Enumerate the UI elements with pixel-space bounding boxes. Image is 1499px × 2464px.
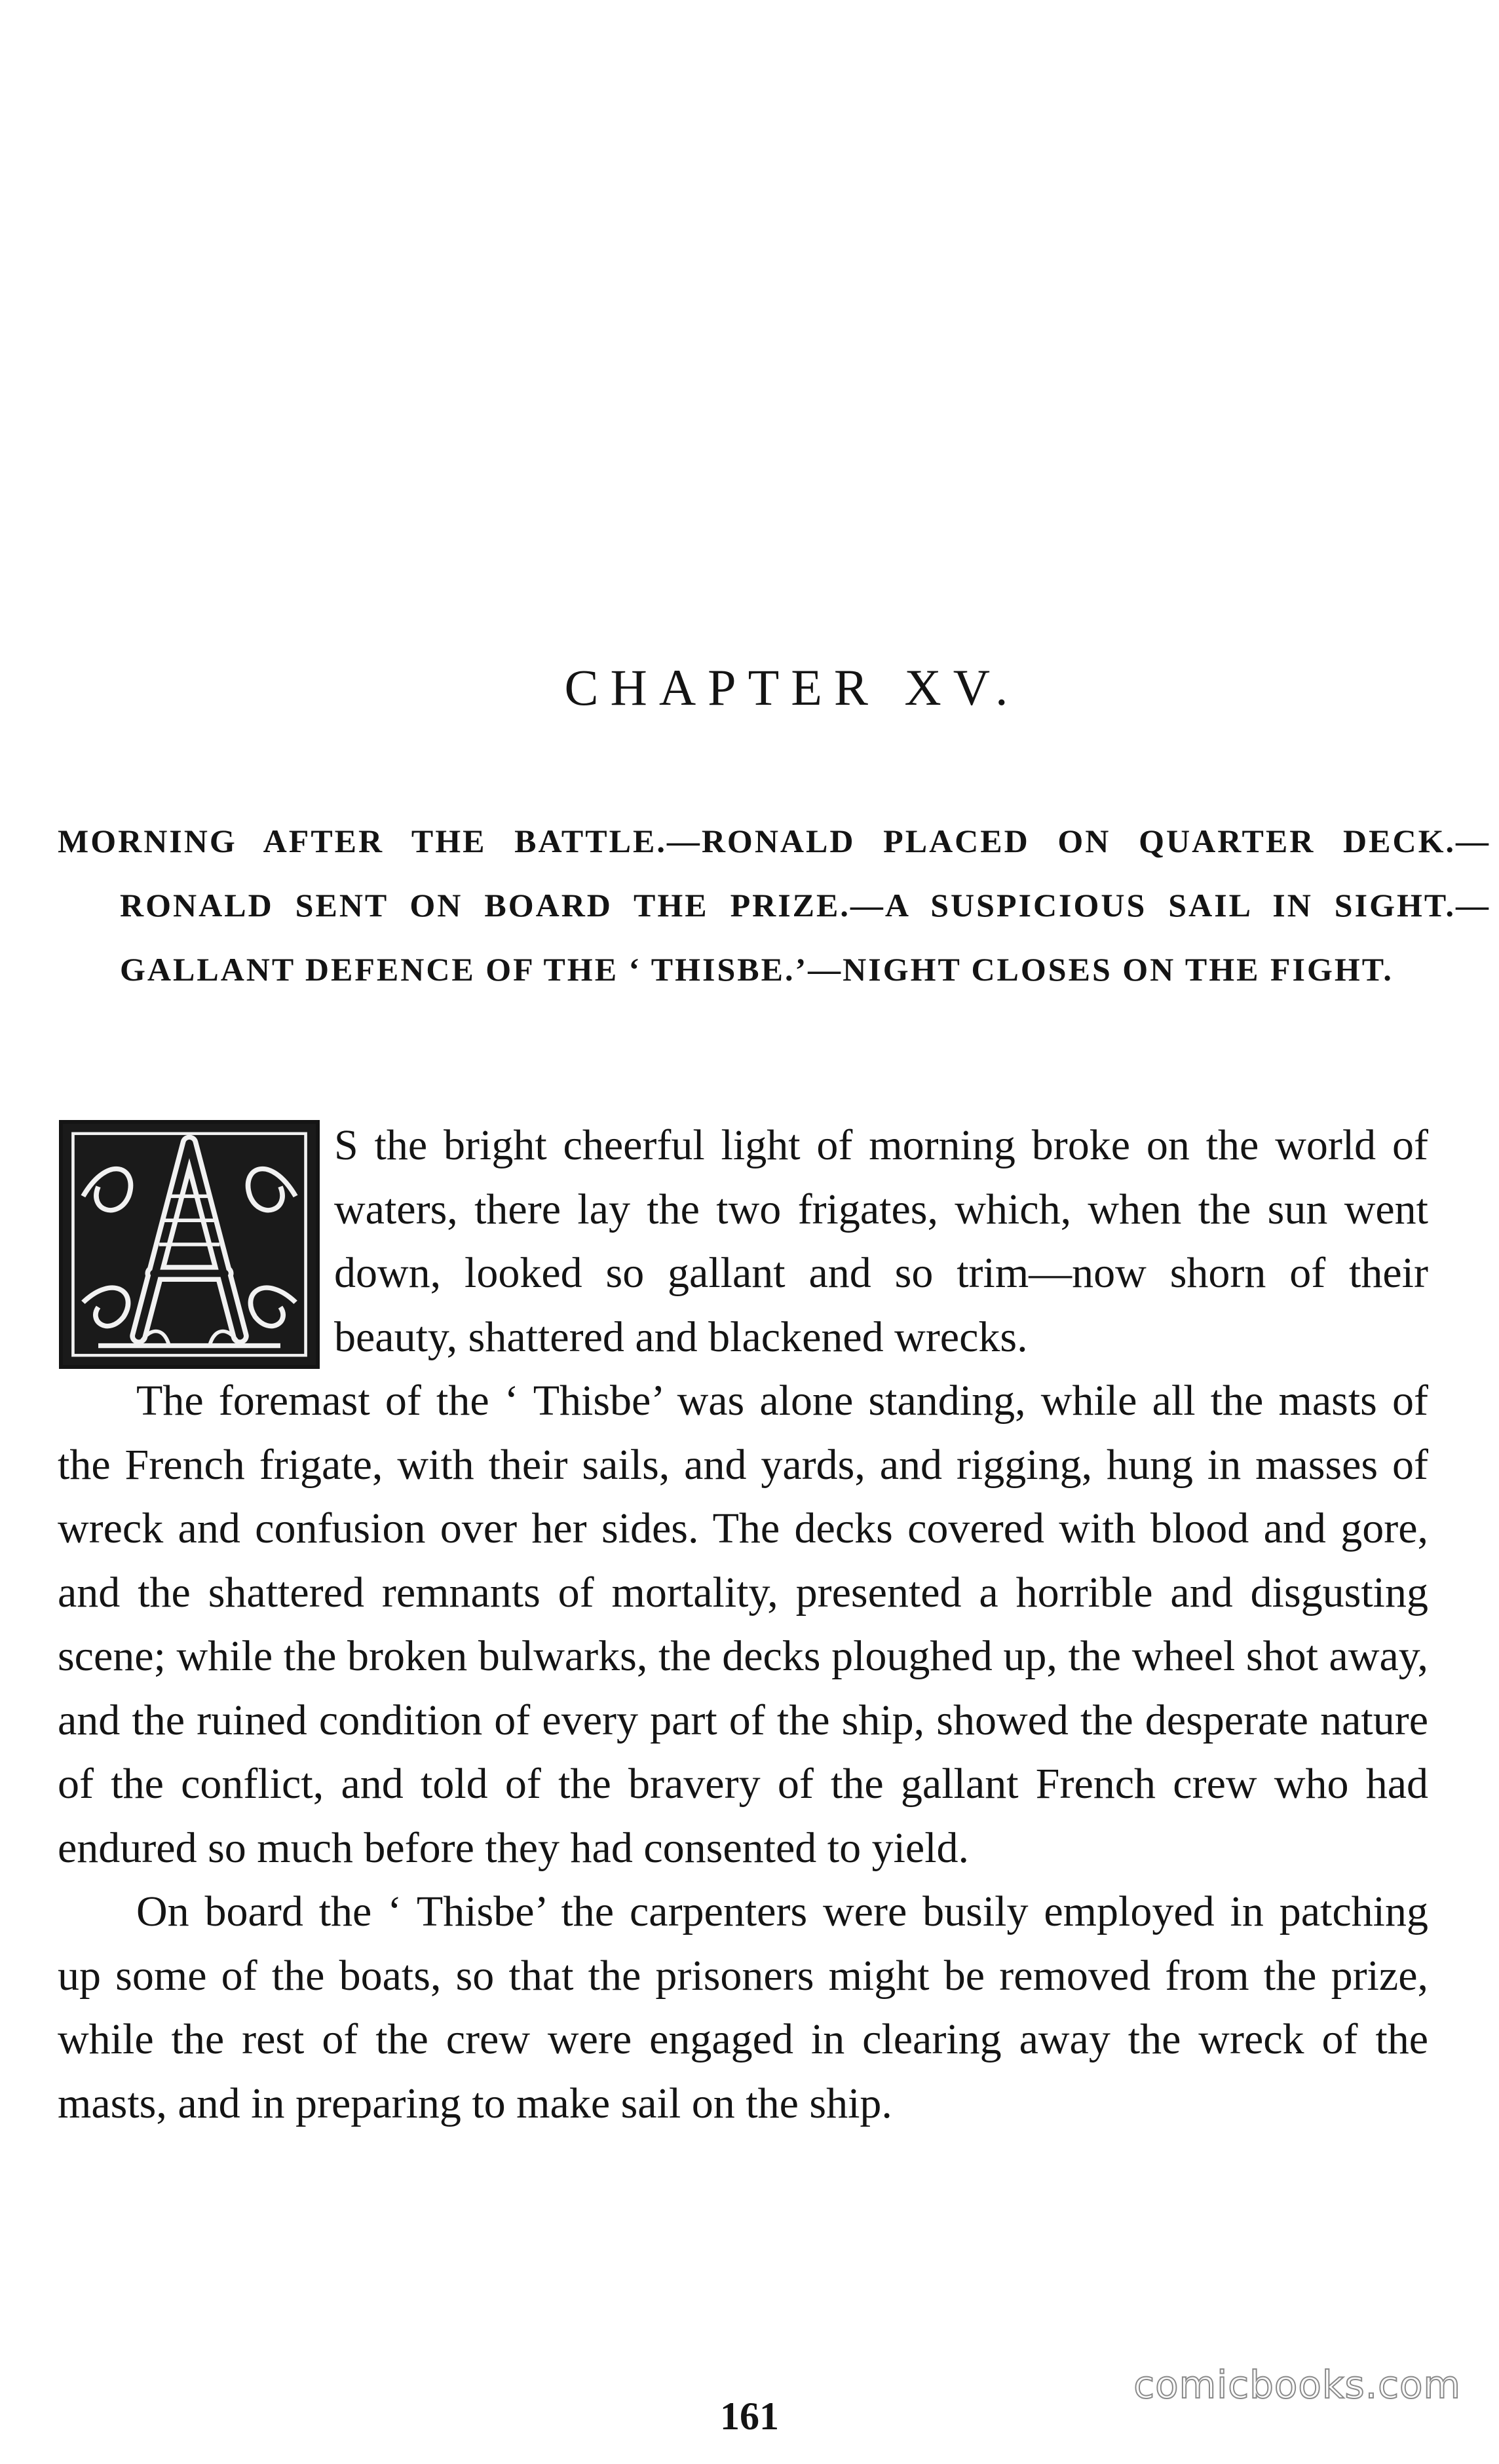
chapter-synopsis: MORNING AFTER THE BATTLE.—RONALD PLACED ON QUARTER DECK.—RONALD SENT ON BOARD THE PRIZE.—A SUSPICIOUS SAIL IN SIGHT.—GALLANT DEFENCE OF THE ‘ THISBE.’—NIGHT CLOSES ON THE FIGHT.	[58, 823, 1490, 988]
paragraph-2: The foremast of the ‘ Thisbe’ was alone standing, while all the masts of the French frigate, with their sails, and yards, and rigging, hung in masses of wreck and confusion over her sides. The decks covered with blood and gore, and the shattered remnants of mortality, presented a horrible and disgusting scene; while the broken bulwarks, the decks ploughed up, the wheel shot away, and the ruined condition of every part of the ship, showed the desperate nature of the conflict, and told of the bravery of the gallant French crew who had endured so much before they had consented to yield.	[58, 1377, 1428, 1872]
ornamental-dropcap-icon	[59, 1120, 320, 1369]
page-number: 161	[720, 2395, 779, 2438]
watermark-logo: comicbooks.com	[1133, 2362, 1461, 2407]
paragraph-3: On board the ‘ Thisbe’ the carpenters were busily employed in patching up some of the boats, so that the prisoners might be removed from the prize, while the rest of the crew were engaged in clearing away the wreck of the masts, and in preparing to make sail on the ship.	[58, 1888, 1428, 2127]
paragraph-1	[58, 1113, 1428, 1369]
chapter-body	[58, 1113, 1428, 2135]
paragraph-1-text: S the bright cheerful light of morning broke on the world of waters, there lay the two frigates, which, when the sun went down, looked so gallant and so trim—now shorn of their beauty, shattered and blackened wrecks.	[334, 1121, 1428, 1361]
chapter-title: CHAPTER XV.	[564, 659, 1020, 716]
